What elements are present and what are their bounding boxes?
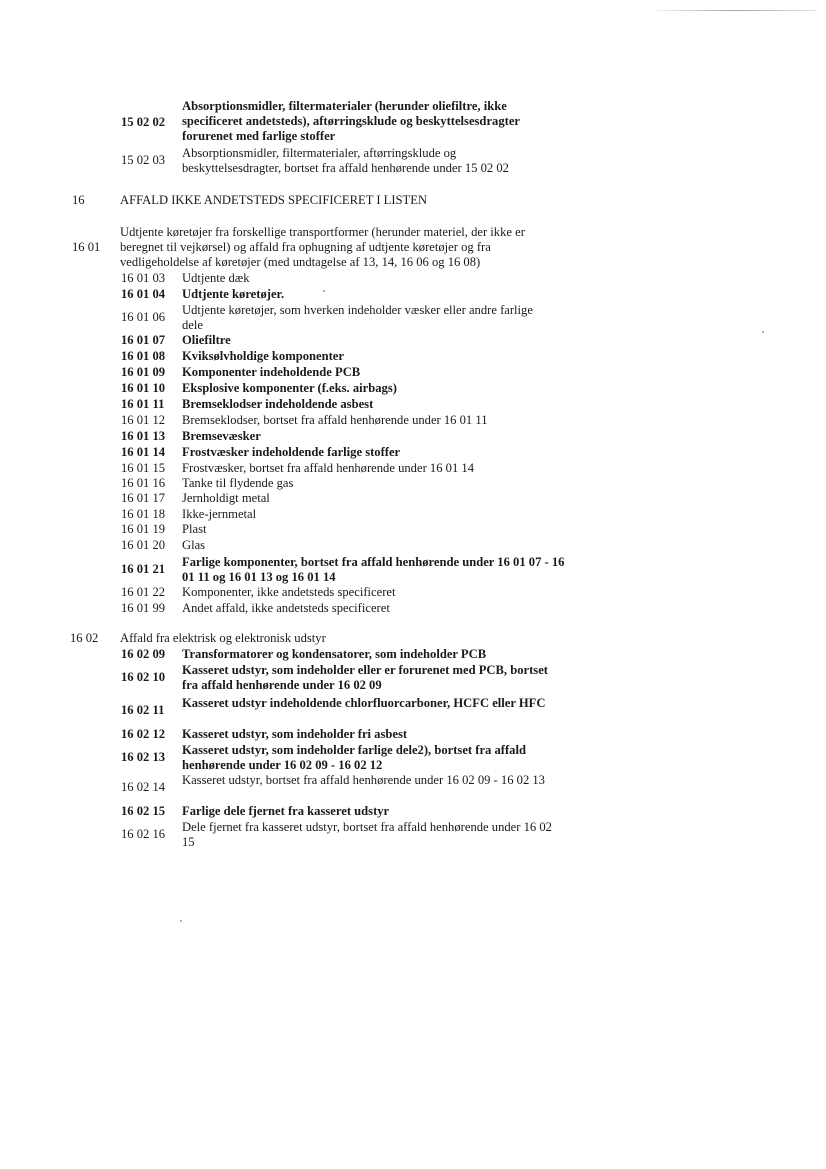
waste-description: Eksplosive komponenter (f.eks. airbags) [182, 381, 397, 395]
waste-code: 16 01 19 [121, 522, 166, 536]
waste-description: Dele fjernet fra kasseret udstyr, bortset fra affald henhørende under 16 02 15 [182, 820, 552, 849]
waste-description: Kasseret udstyr indeholdende chlorfluorcarboner, HCFC eller HFC [182, 696, 546, 710]
waste-description: Oliefiltre [182, 333, 231, 347]
waste-description: Plast [182, 522, 207, 536]
waste-code: 16 02 11 [121, 703, 165, 717]
waste-description: Kasseret udstyr, som indeholder farlige dele2), bortset fra affald henhørende under 16 02 09 - 16 02 12 [182, 743, 526, 772]
waste-description: Bremseklodser indeholdende asbest [182, 397, 374, 411]
section-code: 16 02 [70, 631, 99, 645]
waste-code: 16 01 10 [121, 381, 166, 395]
section-title: Udtjente køretøjer fra forskellige transportformer (herunder materiel, der ikke er beregnet til vejkørsel) og affald fra ophugning af udtjente køretøjer og fra vedligeholdelse af køretøjer (med undtagelse af 13, 14, 16 06 og 16 08) [120, 225, 525, 269]
waste-description: Udtjente køretøjer. [182, 287, 285, 301]
waste-code: 16 02 16 [121, 827, 166, 841]
waste-description: Kviksølvholdige komponenter [182, 349, 344, 363]
section-code: 16 [72, 193, 85, 207]
waste-code: 16 01 99 [121, 601, 166, 615]
waste-code: 16 01 21 [121, 562, 166, 576]
waste-description: Absorptionsmidler, filtermaterialer (herunder oliefiltre, ikke specificeret andetsteds), aftørringsklude og beskyttelsesdragter forurenet med farlige stoffer [182, 99, 520, 143]
waste-description: Andet affald, ikke andetsteds specificeret [182, 601, 390, 615]
waste-code: 16 01 18 [121, 507, 166, 521]
waste-code: 16 01 15 [121, 461, 166, 475]
waste-description: Komponenter indeholdende PCB [182, 365, 361, 379]
waste-code: 16 01 16 [121, 476, 166, 490]
waste-description: Absorptionsmidler, filtermaterialer, aftørringsklude og beskyttelsesdragter, bortset fra affald henhørende under 15 02 02 [182, 146, 509, 175]
waste-code: 16 01 07 [121, 333, 166, 347]
waste-description: Kasseret udstyr, som indeholder fri asbest [182, 727, 408, 741]
waste-code: 15 02 02 [121, 115, 166, 129]
waste-code: 16 01 04 [121, 287, 166, 301]
waste-description: Jernholdigt metal [182, 491, 270, 505]
waste-code: 16 01 09 [121, 365, 166, 379]
waste-description: Tanke til flydende gas [182, 476, 294, 490]
waste-description: Frostvæsker indeholdende farlige stoffer [182, 445, 401, 459]
waste-code: 16 02 15 [121, 804, 166, 818]
waste-code: 16 01 20 [121, 538, 166, 552]
waste-description: Udtjente dæk [182, 271, 250, 285]
section-title: Affald fra elektrisk og elektronisk udstyr [120, 631, 326, 645]
waste-code: 16 01 06 [121, 310, 166, 324]
waste-code: 16 01 13 [121, 429, 166, 443]
waste-description: Bremsevæsker [182, 429, 261, 443]
waste-code: 16 01 08 [121, 349, 166, 363]
waste-description: Frostvæsker, bortset fra affald henhørende under 16 01 14 [182, 461, 474, 475]
waste-code: 16 02 09 [121, 647, 166, 661]
waste-description: Komponenter, ikke andetsteds specificeret [182, 585, 396, 599]
waste-code: 16 02 12 [121, 727, 166, 741]
waste-description: Bremseklodser, bortset fra affald henhørende under 16 01 11 [182, 413, 488, 427]
section-code: 16 01 [72, 240, 101, 254]
waste-description: Udtjente køretøjer, som hverken indeholder væsker eller andre farlige dele [182, 303, 533, 332]
scan-artifact-line [656, 10, 816, 11]
waste-description: Farlige dele fjernet fra kasseret udstyr [182, 804, 390, 818]
waste-description: Ikke-jernmetal [182, 507, 257, 521]
waste-description: Kasseret udstyr, bortset fra affald henhørende under 16 02 09 - 16 02 13 [182, 773, 545, 787]
waste-code: 16 02 14 [121, 780, 166, 794]
waste-code: 16 01 14 [121, 445, 166, 459]
waste-description: Kasseret udstyr, som indeholder eller er forurenet med PCB, bortset fra affald henhørende under 16 02 09 [182, 663, 548, 692]
waste-code: 16 01 11 [121, 397, 165, 411]
waste-code: 16 01 12 [121, 413, 166, 427]
waste-code: 16 02 10 [121, 670, 166, 684]
scan-speck [180, 920, 182, 922]
waste-code: 16 01 17 [121, 491, 166, 505]
waste-description: Transformatorer og kondensatorer, som indeholder PCB [182, 647, 487, 661]
waste-code: 16 01 22 [121, 585, 166, 599]
waste-description: Farlige komponenter, bortset fra affald henhørende under 16 01 07 - 16 01 11 og 16 01 13 og 16 01 14 [182, 555, 565, 584]
section-title: AFFALD IKKE ANDETSTEDS SPECIFICERET I LISTEN [120, 193, 428, 207]
scan-speck [762, 331, 764, 333]
waste-code: 16 01 03 [121, 271, 166, 285]
waste-code: 16 02 13 [121, 750, 166, 764]
waste-code: 15 02 03 [121, 153, 166, 167]
waste-description: Glas [182, 538, 206, 552]
